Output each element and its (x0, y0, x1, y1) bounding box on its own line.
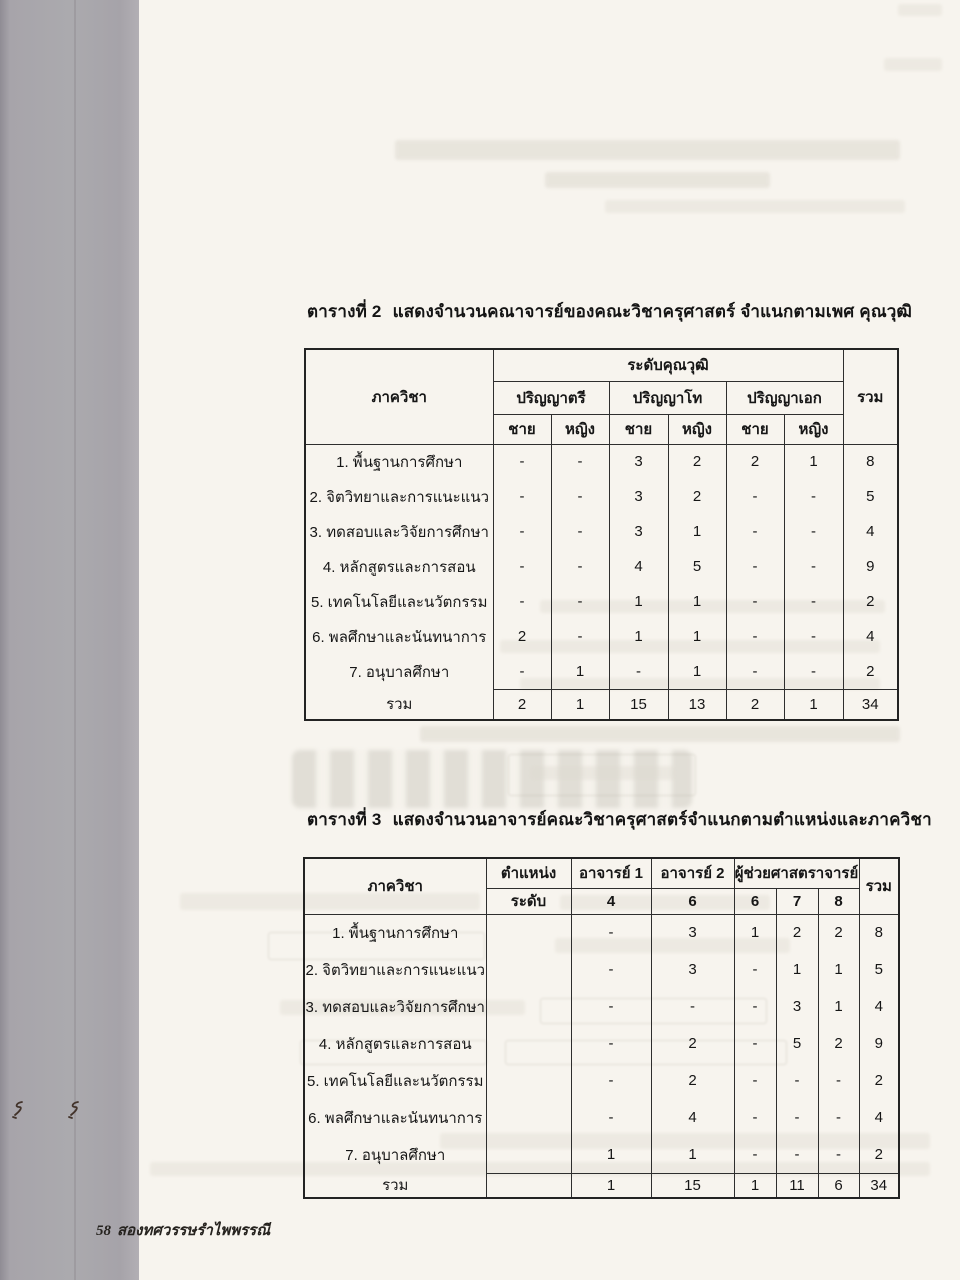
table-cell: 4 (843, 619, 898, 654)
bleedthrough-text-line (545, 172, 770, 188)
page-number: 58 (96, 1223, 111, 1239)
table-cell: - (776, 1136, 818, 1173)
table-row (304, 914, 899, 951)
table-cell: 4 (651, 1099, 734, 1136)
column-header-lecturer2: อาจารย์ 2 (651, 858, 734, 888)
column-header-level7: 7 (776, 888, 818, 914)
table-cell: 4. หลักสูตรและการสอน (304, 1025, 486, 1062)
table-cell: - (734, 988, 776, 1025)
table-cell (486, 951, 571, 988)
table-cell: - (493, 514, 551, 549)
table2-title-label: ตารางที่ 2 (307, 302, 382, 321)
table-cell: - (776, 1062, 818, 1099)
table-cell: - (726, 549, 784, 584)
column-header-level8: 8 (818, 888, 859, 914)
table-cell: 8 (859, 914, 899, 951)
table-cell: 2 (818, 1025, 859, 1062)
column-header-level6: 6 (734, 888, 776, 914)
table-cell: - (651, 988, 734, 1025)
table-cell (486, 1025, 571, 1062)
table-cell: 2 (843, 584, 898, 619)
table-cell: - (734, 1025, 776, 1062)
column-header-male: ชาย (609, 414, 668, 444)
column-header-position: ตำแหน่ง (486, 858, 571, 888)
page-gutter-strip (0, 0, 139, 1280)
column-header-female: หญิง (668, 414, 726, 444)
table-cell: - (493, 654, 551, 689)
table-row (304, 1099, 899, 1136)
table-cell: 5 (859, 951, 899, 988)
table-row (304, 951, 899, 988)
table-cell: 1 (776, 951, 818, 988)
column-header-dept: ภาควิชา (305, 349, 493, 444)
column-header-level: ระดับ (486, 888, 571, 914)
table-cell: 6. พลศึกษาและนันทนาการ (304, 1099, 486, 1136)
column-header-male: ชาย (726, 414, 784, 444)
page-footer (96, 1218, 270, 1242)
total-row-label: รวม (304, 1173, 486, 1198)
total-row-label: รวม (305, 689, 493, 720)
table-row (305, 549, 898, 584)
column-header-male: ชาย (493, 414, 551, 444)
table-total-row (305, 689, 898, 720)
bleedthrough-mark (884, 58, 942, 71)
table-cell: - (726, 654, 784, 689)
table-cell: 2 (859, 1062, 899, 1099)
table-cell: 1 (668, 514, 726, 549)
gutter-crease (74, 0, 76, 1280)
table-cell (486, 988, 571, 1025)
table-cell: - (784, 549, 843, 584)
table-cell: - (571, 951, 651, 988)
table-row (305, 444, 898, 479)
table-cell: - (784, 479, 843, 514)
table-cell: - (571, 988, 651, 1025)
table-cell: 5. เทคโนโลยีและนวัตกรรม (305, 584, 493, 619)
table-cell: - (493, 444, 551, 479)
table-cell: 4 (609, 549, 668, 584)
table-cell: 1 (571, 1136, 651, 1173)
table-row (305, 654, 898, 689)
table-cell: 1 (734, 914, 776, 951)
table3-faculty-by-position (303, 857, 900, 1199)
table-row (304, 988, 899, 1025)
table3-title (307, 806, 932, 833)
table-cell: 9 (859, 1025, 899, 1062)
table-cell: - (551, 584, 609, 619)
table-row (304, 1136, 899, 1173)
table-cell: 4 (859, 1099, 899, 1136)
table-cell: 2. จิตวิทยาและการแนะแนว (305, 479, 493, 514)
table-cell: 2 (493, 619, 551, 654)
table3-title-text: แสดงจำนวนอาจารย์คณะวิชาครุศาสตร์จำแนกตามตำแหน่งและภาควิชา (392, 810, 932, 829)
table-cell: 1 (818, 951, 859, 988)
table-cell: 34 (859, 1173, 899, 1198)
table-cell: 13 (668, 689, 726, 720)
table-row (305, 514, 898, 549)
table-header-row (304, 858, 899, 888)
bleedthrough-text-line (530, 766, 675, 780)
table-cell: 1 (734, 1173, 776, 1198)
table-header-row (305, 349, 898, 381)
table-cell: - (726, 514, 784, 549)
table-row (305, 619, 898, 654)
table-cell: - (734, 1062, 776, 1099)
table-cell: 2 (859, 1136, 899, 1173)
table-cell: 9 (843, 549, 898, 584)
table-cell: 2 (726, 444, 784, 479)
table-cell: - (784, 514, 843, 549)
table-cell: 1. พื้นฐานการศึกษา (304, 914, 486, 951)
column-header-total: รวม (843, 349, 898, 444)
column-header-level4: 4 (571, 888, 651, 914)
table-cell: 2 (843, 654, 898, 689)
table-row (305, 479, 898, 514)
table-cell: 4 (843, 514, 898, 549)
table-cell: - (571, 1062, 651, 1099)
table-cell: - (776, 1099, 818, 1136)
table-cell: 1 (609, 584, 668, 619)
table-cell: 5 (843, 479, 898, 514)
table-cell: - (818, 1062, 859, 1099)
table-cell: - (571, 1099, 651, 1136)
book-title: สองทศวรรษรำไพพรรณี (117, 1223, 271, 1239)
table-cell: 2 (726, 689, 784, 720)
table-cell (486, 1099, 571, 1136)
table-cell: 3 (651, 914, 734, 951)
table-cell: - (551, 479, 609, 514)
table-cell: - (734, 951, 776, 988)
table-cell: - (734, 1136, 776, 1173)
table-cell: 4. หลักสูตรและการสอน (305, 549, 493, 584)
table-cell: 1. พื้นฐานการศึกษา (305, 444, 493, 479)
table-cell: 2 (818, 914, 859, 951)
column-header-female: หญิง (551, 414, 609, 444)
table-cell: - (726, 479, 784, 514)
table-cell: 2 (493, 689, 551, 720)
table-cell: - (784, 584, 843, 619)
ink-mark (66, 1098, 82, 1122)
column-header-doctorate: ปริญญาเอก (726, 381, 843, 414)
column-header-dept: ภาควิชา (304, 858, 486, 914)
table-cell: 3 (609, 479, 668, 514)
table-cell: 1 (551, 689, 609, 720)
table-cell: 1 (818, 988, 859, 1025)
table-cell: - (784, 654, 843, 689)
table-cell: 7. อนุบาลศึกษา (305, 654, 493, 689)
table-cell: - (726, 584, 784, 619)
table2-title (307, 298, 912, 325)
table-cell: 11 (776, 1173, 818, 1198)
table-cell: 8 (843, 444, 898, 479)
table3-title-label: ตารางที่ 3 (307, 810, 382, 829)
column-header-level6: 6 (651, 888, 734, 914)
table-cell: 4 (859, 988, 899, 1025)
column-header-lecturer1: อาจารย์ 1 (571, 858, 651, 888)
table-cell: 1 (609, 619, 668, 654)
table-cell: - (571, 1025, 651, 1062)
table-cell: 5 (776, 1025, 818, 1062)
table-cell: 15 (651, 1173, 734, 1198)
table-cell: - (726, 619, 784, 654)
bleedthrough-text-line (605, 200, 905, 213)
table-cell: 2 (668, 444, 726, 479)
table-cell: 1 (784, 444, 843, 479)
bleedthrough-text-line (420, 726, 900, 742)
table2-faculty-by-sex-qualification (304, 348, 899, 721)
table-cell: 3 (609, 444, 668, 479)
table-cell (486, 914, 571, 951)
column-header-female: หญิง (784, 414, 843, 444)
table-cell: 1 (784, 689, 843, 720)
table-cell: 1 (571, 1173, 651, 1198)
table-cell: - (734, 1099, 776, 1136)
table-cell: - (551, 549, 609, 584)
table-cell: 2 (776, 914, 818, 951)
table-cell: 3 (609, 514, 668, 549)
table-cell: - (784, 619, 843, 654)
table-cell: 6. พลศึกษาและนันทนาการ (305, 619, 493, 654)
table-cell: - (551, 444, 609, 479)
table-cell: 15 (609, 689, 668, 720)
column-header-qual-level: ระดับคุณวุฒิ (493, 349, 843, 381)
table-cell: - (609, 654, 668, 689)
table-cell: - (818, 1136, 859, 1173)
column-header-assistant-professor: ผู้ช่วยศาสตราจารย์ (734, 858, 859, 888)
bleedthrough-text-line (395, 140, 900, 160)
table-cell: - (493, 479, 551, 514)
table-total-row (304, 1173, 899, 1198)
table-row (304, 1062, 899, 1099)
table-row (304, 1025, 899, 1062)
table2-title-text: แสดงจำนวนคณาจารย์ของคณะวิชาครุศาสตร์ จำแนกตามเพศ คุณวุฒิ (392, 302, 913, 321)
table-cell: 2 (651, 1062, 734, 1099)
table-cell (486, 1062, 571, 1099)
table-cell: 2 (651, 1025, 734, 1062)
table-cell: - (818, 1099, 859, 1136)
table-cell: 34 (843, 689, 898, 720)
table-cell: 1 (668, 654, 726, 689)
table-cell: 1 (668, 619, 726, 654)
table-cell (486, 1136, 571, 1173)
column-header-total: รวม (859, 858, 899, 914)
table-cell: 5 (668, 549, 726, 584)
table-cell: 1 (651, 1136, 734, 1173)
table-cell (486, 1173, 571, 1198)
table-cell: - (493, 549, 551, 584)
table-cell: 1 (668, 584, 726, 619)
table-cell: 6 (818, 1173, 859, 1198)
table-cell: - (493, 584, 551, 619)
column-header-bachelor: ปริญญาตรี (493, 381, 609, 414)
table-cell: - (551, 514, 609, 549)
table-cell: 2 (668, 479, 726, 514)
table-cell: - (571, 914, 651, 951)
table-cell: 3. ทดสอบและวิจัยการศึกษา (305, 514, 493, 549)
table-cell: 1 (551, 654, 609, 689)
table-cell: 2. จิตวิทยาและการแนะแนว (304, 951, 486, 988)
bleedthrough-mark (898, 4, 942, 16)
column-header-master: ปริญญาโท (609, 381, 726, 414)
table-cell: 3 (776, 988, 818, 1025)
table-cell: 7. อนุบาลศึกษา (304, 1136, 486, 1173)
table-cell: 3. ทดสอบและวิจัยการศึกษา (304, 988, 486, 1025)
table-row (305, 584, 898, 619)
ink-mark (10, 1098, 26, 1122)
table-cell: 3 (651, 951, 734, 988)
table-cell: - (551, 619, 609, 654)
table-cell: 5. เทคโนโลยีและนวัตกรรม (304, 1062, 486, 1099)
